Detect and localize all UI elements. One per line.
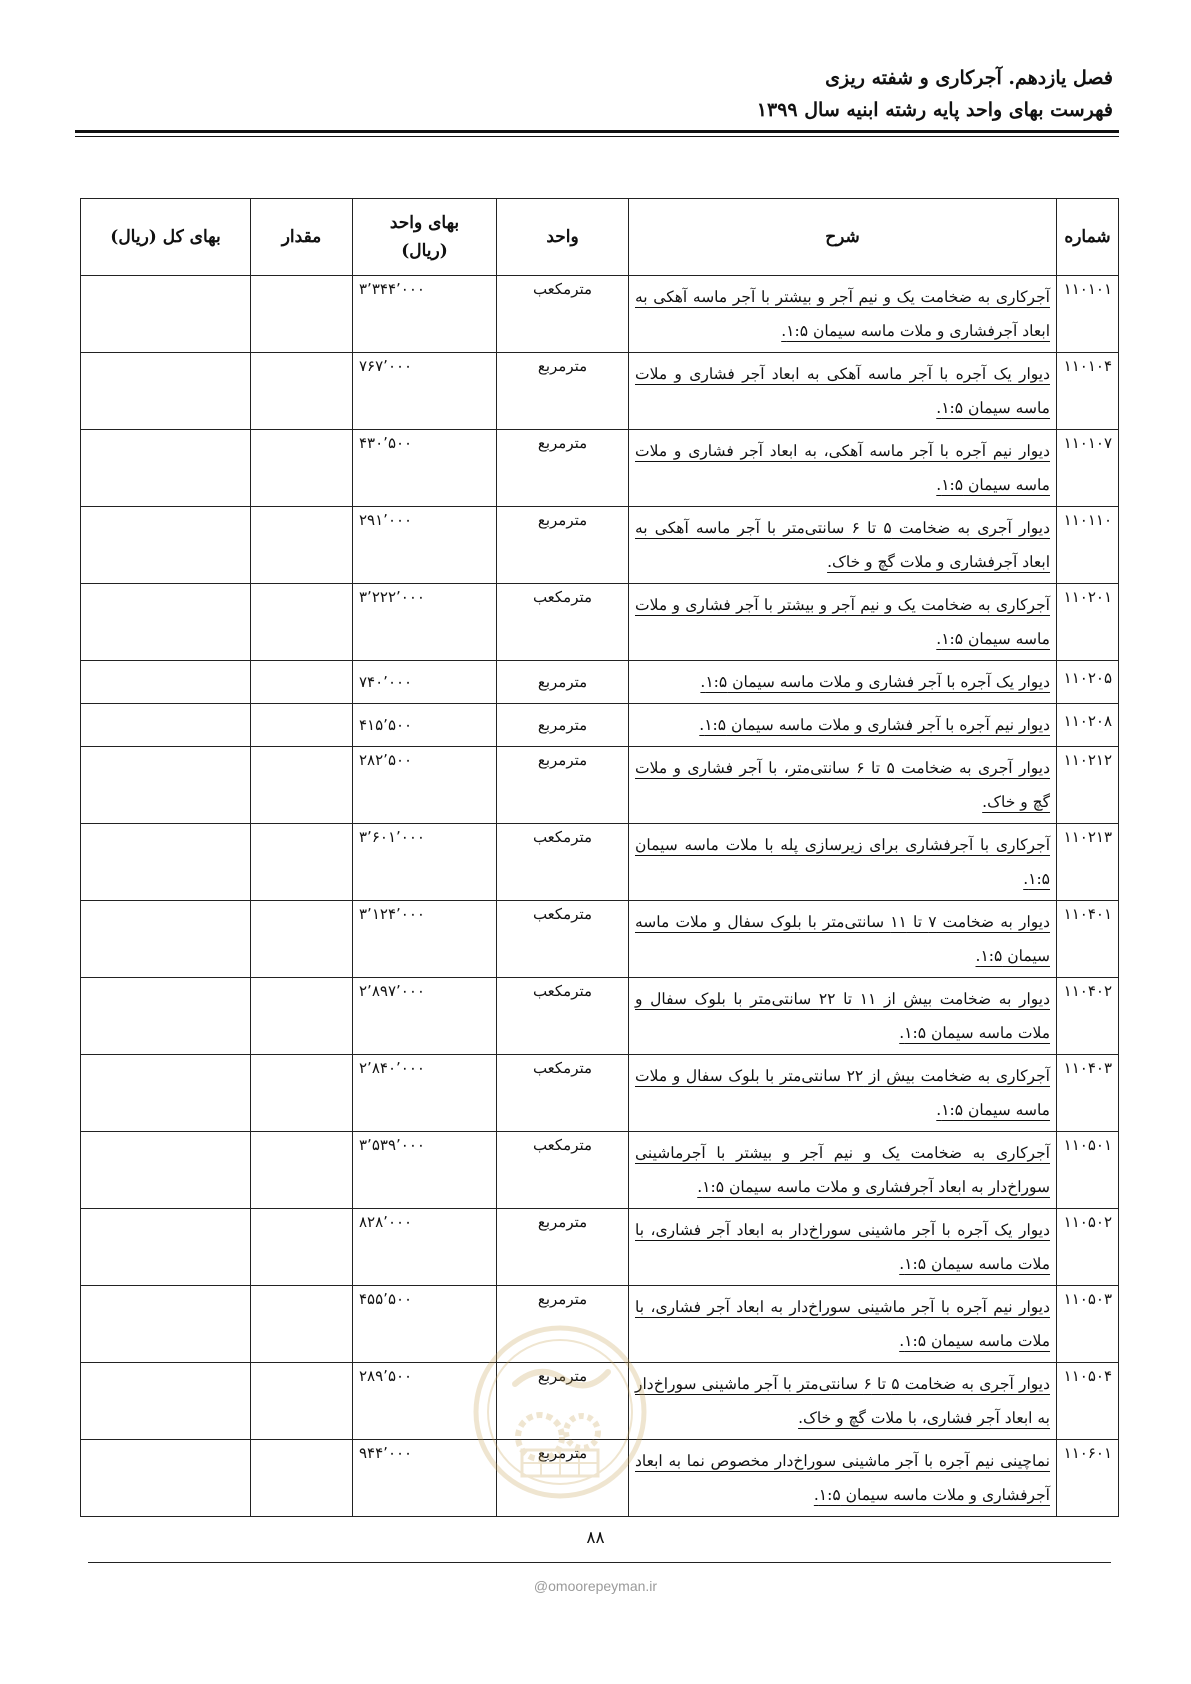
item-unit-price: ۳٬۱۲۴٬۰۰۰ bbox=[353, 901, 497, 978]
column-header-total: بهای کل (ریال) bbox=[81, 199, 251, 276]
item-unit: مترمکعب bbox=[497, 824, 629, 901]
item-unit: مترمکعب bbox=[497, 276, 629, 353]
item-description bbox=[629, 978, 1057, 1055]
item-quantity bbox=[251, 704, 353, 747]
item-code: ۱۱۰۱۱۰ bbox=[1057, 507, 1119, 584]
item-description bbox=[629, 584, 1057, 661]
website-label: @omoorepeyman.ir bbox=[533, 1578, 658, 1594]
item-total bbox=[81, 507, 251, 584]
item-total bbox=[81, 1440, 251, 1517]
chapter-title: فصل یازدهم. آجرکاری و شفته ریزی bbox=[825, 67, 1113, 89]
item-description bbox=[629, 353, 1057, 430]
item-total bbox=[81, 1132, 251, 1209]
item-description-text: آجرکاری به ضخامت یک و نیم آجر و بیشتر با آجرماشینی سوراخ‌دار به ابعاد آجرفشاری و ملات ماسه سیمان ۱:۵. bbox=[635, 1144, 1050, 1196]
item-total bbox=[81, 1363, 251, 1440]
list-title: فهرست بهای واحد پایه رشته ابنیه سال ۱۳۹۹ bbox=[756, 99, 1113, 121]
item-quantity bbox=[251, 430, 353, 507]
table-row bbox=[81, 901, 1119, 978]
column-header-unit-price-currency: (ریال) bbox=[401, 241, 448, 261]
table-row bbox=[81, 1209, 1119, 1286]
column-header-unit-price bbox=[353, 199, 497, 276]
item-description-text: دیوار آجری به ضخامت ۵ تا ۶ سانتی‌متر با آجر ماشینی سوراخ‌دار به ابعاد آجر فشاری، با ملات گچ و خاک. bbox=[635, 1375, 1050, 1427]
item-unit-price: ۹۴۴٬۰۰۰ bbox=[353, 1440, 497, 1517]
table-row bbox=[81, 430, 1119, 507]
item-unit: مترمربع bbox=[497, 661, 629, 704]
item-unit-price: ۷۴۰٬۰۰۰ bbox=[353, 661, 497, 704]
item-description bbox=[629, 661, 1057, 704]
item-unit-price: ۷۶۷٬۰۰۰ bbox=[353, 353, 497, 430]
item-code: ۱۱۰۲۱۳ bbox=[1057, 824, 1119, 901]
item-quantity bbox=[251, 824, 353, 901]
item-code: ۱۱۰۵۰۱ bbox=[1057, 1132, 1119, 1209]
column-header-code: شماره bbox=[1057, 199, 1119, 276]
item-unit: مترمربع bbox=[497, 430, 629, 507]
item-code: ۱۱۰۴۰۱ bbox=[1057, 901, 1119, 978]
item-total bbox=[81, 704, 251, 747]
item-description bbox=[629, 704, 1057, 747]
item-description bbox=[629, 1055, 1057, 1132]
table-header-row bbox=[81, 199, 1119, 276]
item-description bbox=[629, 507, 1057, 584]
item-code: ۱۱۰۲۰۸ bbox=[1057, 704, 1119, 747]
item-total bbox=[81, 430, 251, 507]
header-rule-thick bbox=[75, 130, 1119, 133]
item-unit-price: ۲۸۹٬۵۰۰ bbox=[353, 1363, 497, 1440]
item-description-text: دیوار یک آجره با آجر ماشینی سوراخ‌دار به ابعاد آجر فشاری، با ملات ماسه سیمان ۱:۵. bbox=[635, 1221, 1050, 1273]
item-unit-price: ۳٬۶۰۱٬۰۰۰ bbox=[353, 824, 497, 901]
item-unit: مترمربع bbox=[497, 507, 629, 584]
item-quantity bbox=[251, 661, 353, 704]
table-row bbox=[81, 824, 1119, 901]
item-description-text: آجرکاری به ضخامت یک و نیم آجر و بیشتر با آجر فشاری و ملات ماسه سیمان ۱:۵. bbox=[635, 596, 1050, 648]
item-unit-price: ۴۳۰٬۵۰۰ bbox=[353, 430, 497, 507]
column-header-unit: واحد bbox=[497, 199, 629, 276]
item-quantity bbox=[251, 1209, 353, 1286]
item-description bbox=[629, 1132, 1057, 1209]
item-quantity bbox=[251, 901, 353, 978]
item-quantity bbox=[251, 1440, 353, 1517]
item-quantity bbox=[251, 978, 353, 1055]
table-row bbox=[81, 1055, 1119, 1132]
item-description bbox=[629, 824, 1057, 901]
item-quantity bbox=[251, 1132, 353, 1209]
item-unit-price: ۳٬۵۳۹٬۰۰۰ bbox=[353, 1132, 497, 1209]
table-row bbox=[81, 747, 1119, 824]
item-unit: مترمکعب bbox=[497, 978, 629, 1055]
item-code: ۱۱۰۲۰۱ bbox=[1057, 584, 1119, 661]
item-unit: مترمربع bbox=[497, 1363, 629, 1440]
item-description bbox=[629, 747, 1057, 824]
item-total bbox=[81, 584, 251, 661]
item-code: ۱۱۰۴۰۲ bbox=[1057, 978, 1119, 1055]
item-unit-price: ۲٬۸۹۷٬۰۰۰ bbox=[353, 978, 497, 1055]
column-header-unit-price-label: بهای واحد bbox=[389, 213, 460, 233]
item-description-text: دیوار به ضخامت بیش از ۱۱ تا ۲۲ سانتی‌متر با بلوک سفال و ملات ماسه سیمان ۱:۵. bbox=[635, 990, 1050, 1042]
item-code: ۱۱۰۴۰۳ bbox=[1057, 1055, 1119, 1132]
item-unit-price: ۳٬۳۴۴٬۰۰۰ bbox=[353, 276, 497, 353]
table-row bbox=[81, 353, 1119, 430]
item-total bbox=[81, 276, 251, 353]
item-unit: مترمربع bbox=[497, 1440, 629, 1517]
item-description bbox=[629, 276, 1057, 353]
item-unit: مترمربع bbox=[497, 747, 629, 824]
item-description bbox=[629, 1363, 1057, 1440]
item-description-text: دیوار نیم آجره با آجر ماسه آهکی، به ابعاد آجر فشاری و ملات ماسه سیمان ۱:۵. bbox=[635, 442, 1050, 494]
table-row bbox=[81, 276, 1119, 353]
item-description-text: دیوار نیم آجره با آجر فشاری و ملات ماسه سیمان ۱:۵. bbox=[699, 716, 1050, 734]
price-table bbox=[80, 198, 1119, 1517]
item-description bbox=[629, 430, 1057, 507]
item-unit-price: ۴۱۵٬۵۰۰ bbox=[353, 704, 497, 747]
item-unit: مترمکعب bbox=[497, 901, 629, 978]
item-unit: مترمربع bbox=[497, 1209, 629, 1286]
table-row bbox=[81, 584, 1119, 661]
item-code: ۱۱۰۲۱۲ bbox=[1057, 747, 1119, 824]
item-unit-price: ۲۸۲٬۵۰۰ bbox=[353, 747, 497, 824]
item-code: ۱۱۰۲۰۵ bbox=[1057, 661, 1119, 704]
table-row bbox=[81, 661, 1119, 704]
item-total bbox=[81, 978, 251, 1055]
item-description bbox=[629, 901, 1057, 978]
item-unit-price: ۲٬۸۴۰٬۰۰۰ bbox=[353, 1055, 497, 1132]
item-unit: مترمربع bbox=[497, 1286, 629, 1363]
item-total bbox=[81, 824, 251, 901]
item-description-text: دیوار نیم آجره با آجر ماشینی سوراخ‌دار به ابعاد آجر فشاری، با ملات ماسه سیمان ۱:۵. bbox=[635, 1298, 1050, 1350]
item-total bbox=[81, 1209, 251, 1286]
watermark-logo-icon bbox=[470, 1322, 650, 1502]
item-unit: مترمربع bbox=[497, 353, 629, 430]
item-code: ۱۱۰۱۰۷ bbox=[1057, 430, 1119, 507]
table-row bbox=[81, 978, 1119, 1055]
item-description-text: آجرکاری به ضخامت یک و نیم آجر و بیشتر با آجر ماسه آهکی به ابعاد آجرفشاری و ملات ماسه سیمان ۱:۵. bbox=[635, 288, 1050, 340]
item-total bbox=[81, 747, 251, 824]
item-unit-price: ۳٬۲۲۲٬۰۰۰ bbox=[353, 584, 497, 661]
item-quantity bbox=[251, 276, 353, 353]
page-number: ۸۸ bbox=[586, 1528, 605, 1548]
table-row bbox=[81, 704, 1119, 747]
item-total bbox=[81, 1055, 251, 1132]
item-description-text: دیوار یک آجره با آجر ماسه آهکی به ابعاد آجر فشاری و ملات ماسه سیمان ۱:۵. bbox=[635, 365, 1050, 417]
item-description-text: دیوار آجری به ضخامت ۵ تا ۶ سانتی‌متر، با آجر فشاری و ملات گچ و خاک. bbox=[635, 759, 1050, 811]
item-code: ۱۱۰۵۰۳ bbox=[1057, 1286, 1119, 1363]
item-quantity bbox=[251, 747, 353, 824]
table-row bbox=[81, 1132, 1119, 1209]
item-description-text: دیوار آجری به ضخامت ۵ تا ۶ سانتی‌متر با آجر ماسه آهکی به ابعاد آجرفشاری و ملات گچ و خاک. bbox=[635, 519, 1050, 571]
item-code: ۱۱۰۱۰۴ bbox=[1057, 353, 1119, 430]
item-code: ۱۱۰۱۰۱ bbox=[1057, 276, 1119, 353]
table-row bbox=[81, 507, 1119, 584]
header-rule-thin bbox=[75, 136, 1119, 137]
item-unit-price: ۸۲۸٬۰۰۰ bbox=[353, 1209, 497, 1286]
item-unit-price: ۲۹۱٬۰۰۰ bbox=[353, 507, 497, 584]
item-total bbox=[81, 661, 251, 704]
item-description bbox=[629, 1286, 1057, 1363]
page-header bbox=[757, 62, 1113, 126]
item-quantity bbox=[251, 1286, 353, 1363]
item-description bbox=[629, 1209, 1057, 1286]
item-description-text: آجرکاری به ضخامت بیش از ۲۲ سانتی‌متر با بلوک سفال و ملات ماسه سیمان ۱:۵. bbox=[635, 1067, 1050, 1119]
item-unit: مترمکعب bbox=[497, 1132, 629, 1209]
item-quantity bbox=[251, 507, 353, 584]
item-quantity bbox=[251, 353, 353, 430]
item-description bbox=[629, 1440, 1057, 1517]
item-quantity bbox=[251, 584, 353, 661]
item-unit: مترمکعب bbox=[497, 1055, 629, 1132]
item-total bbox=[81, 1286, 251, 1363]
item-code: ۱۱۰۵۰۲ bbox=[1057, 1209, 1119, 1286]
item-description-text: دیوار به ضخامت ۷ تا ۱۱ سانتی‌متر با بلوک سفال و ملات ماسه سیمان ۱:۵. bbox=[635, 913, 1050, 965]
item-total bbox=[81, 353, 251, 430]
item-total bbox=[81, 901, 251, 978]
item-unit: مترمکعب bbox=[497, 584, 629, 661]
column-header-qty: مقدار bbox=[251, 199, 353, 276]
column-header-desc: شرح bbox=[629, 199, 1057, 276]
item-description-text: دیوار یک آجره با آجر فشاری و ملات ماسه سیمان ۱:۵. bbox=[700, 673, 1050, 691]
item-code: ۱۱۰۶۰۱ bbox=[1057, 1440, 1119, 1517]
item-unit: مترمربع bbox=[497, 704, 629, 747]
item-description-text: آجرکاری با آجرفشاری برای زیرسازی پله با ملات ماسه سیمان ۱:۵. bbox=[635, 836, 1050, 888]
footer-rule bbox=[88, 1562, 1111, 1563]
item-description-text: نماچینی نیم آجره با آجر ماشینی سوراخ‌دار مخصوص نما به ابعاد آجرفشاری و ملات ماسه سیمان ۱:۵. bbox=[635, 1452, 1050, 1504]
item-code: ۱۱۰۵۰۴ bbox=[1057, 1363, 1119, 1440]
item-quantity bbox=[251, 1055, 353, 1132]
item-quantity bbox=[251, 1363, 353, 1440]
item-unit-price: ۴۵۵٬۵۰۰ bbox=[353, 1286, 497, 1363]
